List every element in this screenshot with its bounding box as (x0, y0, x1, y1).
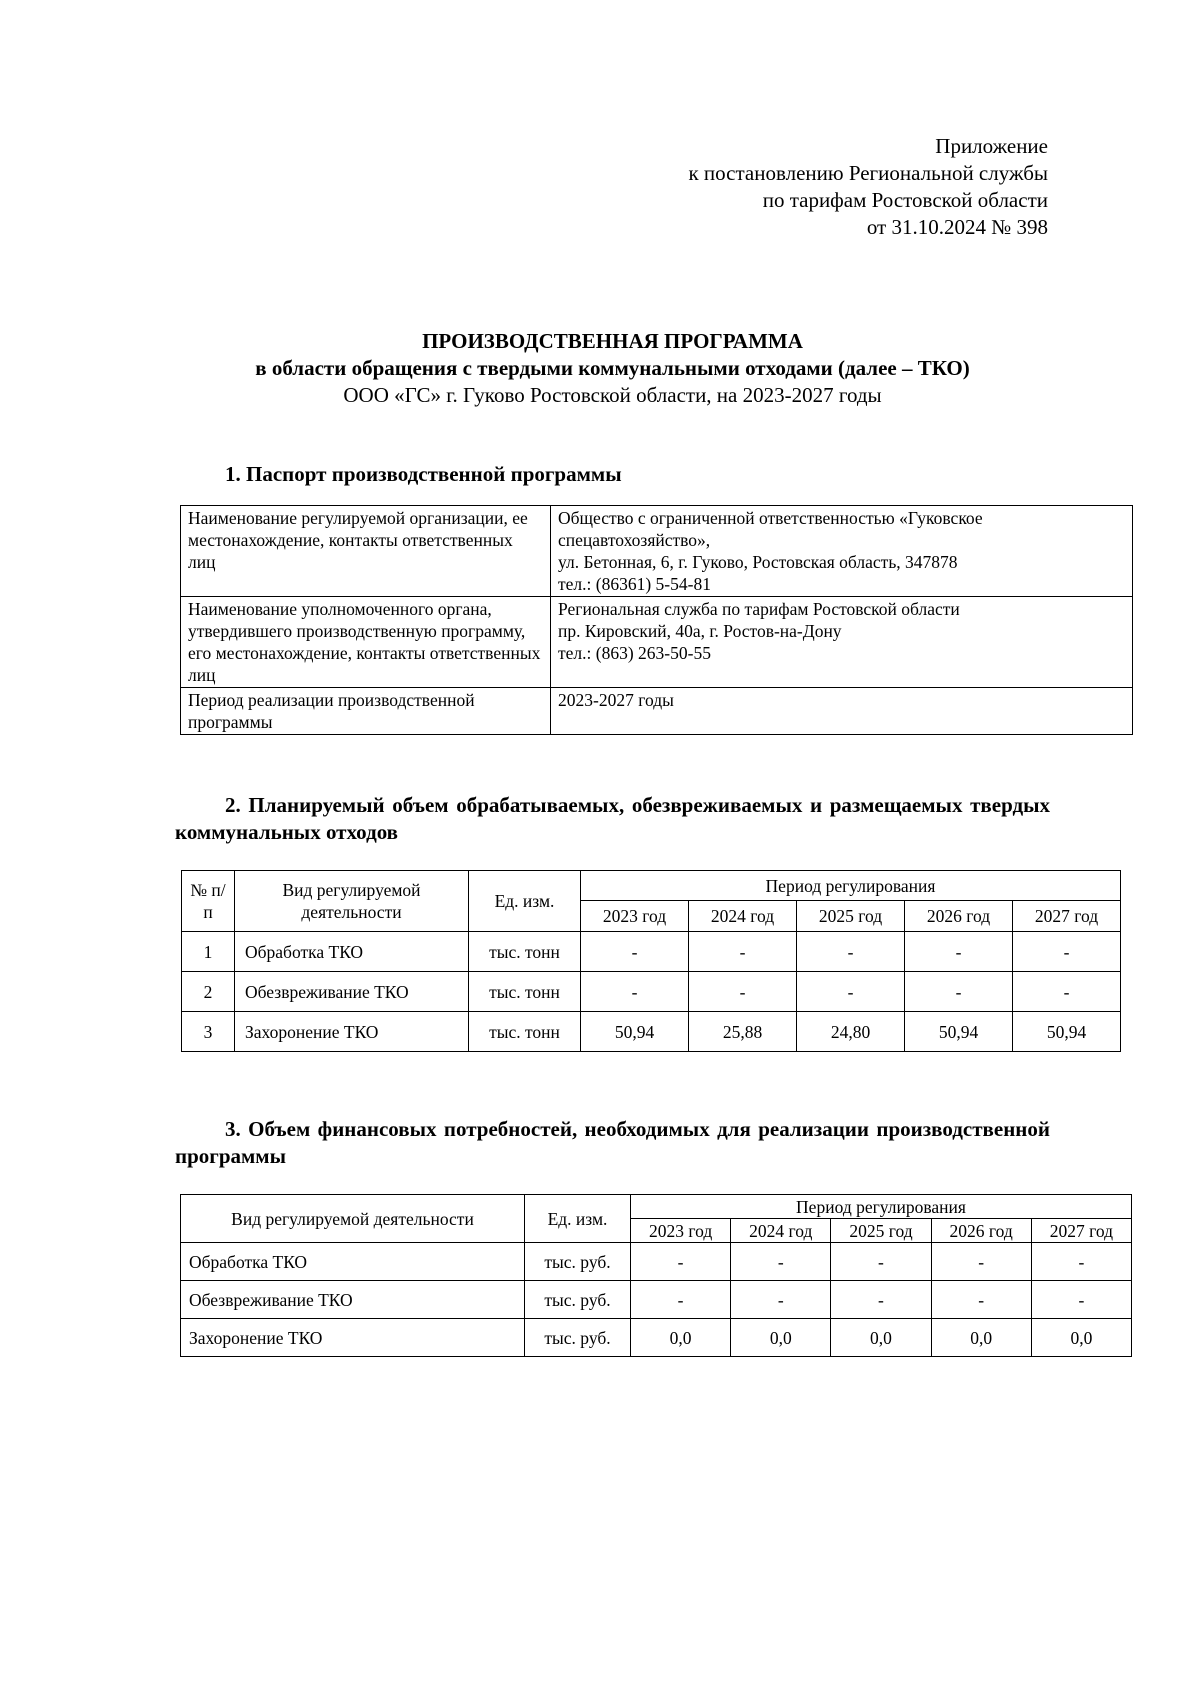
col-unit-header: Ед. изм. (525, 1195, 631, 1243)
year-header: 2025 год (831, 1219, 931, 1243)
row-activity: Обезвреживание ТКО (181, 1281, 525, 1319)
row-value: 50,94 (1013, 1012, 1121, 1052)
year-header: 2027 год (1031, 1219, 1131, 1243)
row-unit: тыс. руб. (525, 1243, 631, 1281)
row-value: - (831, 1243, 931, 1281)
appendix-line: Приложение (935, 134, 1048, 158)
value-line: пр. Кировский, 40а, г. Ростов-на-Дону (558, 621, 842, 641)
row-value: - (689, 932, 797, 972)
col-period-header: Период регулирования (631, 1195, 1132, 1219)
row-value: 0,0 (731, 1319, 831, 1357)
row-value: - (905, 932, 1013, 972)
row-value: - (797, 972, 905, 1012)
row-value: - (731, 1243, 831, 1281)
row-value: - (1013, 972, 1121, 1012)
row-unit: тыс. руб. (525, 1281, 631, 1319)
value-line: Общество с ограниченной ответственностью «Гуковское спецавтохозяйство», (558, 508, 983, 550)
value-line: 2023-2027 годы (558, 690, 674, 710)
section1-heading: 1. Паспорт производственной программы (225, 462, 622, 486)
row-value: - (905, 972, 1013, 1012)
row-num: 3 (182, 1012, 235, 1052)
year-header: 2027 год (1013, 901, 1121, 932)
row-value: 50,94 (905, 1012, 1013, 1052)
passport-label: Наименование уполномоченного органа, утвердившего производственную программу, его местонахождение, контакты ответственных лиц (181, 597, 551, 688)
row-value: - (831, 1281, 931, 1319)
year-header: 2023 год (581, 901, 689, 932)
row-unit: тыс. тонн (469, 932, 581, 972)
row-value: - (797, 932, 905, 972)
passport-label: Период реализации производственной программы (181, 688, 551, 735)
table-row (181, 506, 1133, 597)
appendix-block (528, 133, 1048, 241)
table-row (181, 1281, 1132, 1319)
year-header: 2026 год (905, 901, 1013, 932)
row-value: - (581, 932, 689, 972)
title-line: ПРОИЗВОДСТВЕННАЯ ПРОГРАММА (422, 329, 803, 353)
value-line: тел.: (863) 263-50-55 (558, 643, 711, 663)
value-line: ул. Бетонная, 6, г. Гуково, Ростовская область, 347878 (558, 552, 958, 572)
value-line: Региональная служба по тарифам Ростовской области (558, 599, 960, 619)
table-row (181, 688, 1133, 735)
table-row (181, 1319, 1132, 1357)
passport-value (551, 597, 1133, 688)
col-activity-header: Вид регулируемой деятельности (235, 871, 469, 932)
header-row (181, 1195, 1132, 1219)
passport-table (180, 505, 1133, 735)
header-row (182, 871, 1121, 901)
row-value: - (931, 1243, 1031, 1281)
col-activity-header: Вид регулируемой деятельности (181, 1195, 525, 1243)
row-unit: тыс. тонн (469, 1012, 581, 1052)
section2-heading: 2. Планируемый объем обрабатываемых, обезвреживаемых и размещаемых твердых коммунальных отходов (175, 793, 1050, 844)
passport-label: Наименование регулируемой организации, ее местонахождение, контакты ответственных лиц (181, 506, 551, 597)
row-value: 0,0 (831, 1319, 931, 1357)
table-row (181, 1243, 1132, 1281)
year-header: 2023 год (631, 1219, 731, 1243)
finance-table (180, 1194, 1132, 1357)
row-value: 0,0 (1031, 1319, 1131, 1357)
appendix-line: от 31.10.2024 № 398 (866, 215, 1048, 239)
appendix-line: по тарифам Ростовской области (762, 188, 1048, 212)
row-num: 1 (182, 932, 235, 972)
row-value: - (631, 1281, 731, 1319)
row-value: - (1031, 1281, 1131, 1319)
row-value: 25,88 (689, 1012, 797, 1052)
year-header: 2025 год (797, 901, 905, 932)
title-line: ООО «ГС» г. Гуково Ростовской области, на 2023-2027 годы (343, 383, 882, 407)
row-value: 0,0 (631, 1319, 731, 1357)
table-row (182, 1012, 1121, 1052)
row-activity: Обезвреживание ТКО (235, 972, 469, 1012)
row-value: - (581, 972, 689, 1012)
row-value: 24,80 (797, 1012, 905, 1052)
row-value: - (1031, 1243, 1131, 1281)
section3-heading: 3. Объем финансовых потребностей, необходимых для реализации производственной программы (175, 1117, 1050, 1168)
table-row (182, 932, 1121, 972)
row-activity: Обработка ТКО (181, 1243, 525, 1281)
year-header: 2024 год (731, 1219, 831, 1243)
row-value: - (931, 1281, 1031, 1319)
passport-value (551, 506, 1133, 597)
row-value: - (731, 1281, 831, 1319)
col-period-header: Период регулирования (581, 871, 1121, 901)
document-title (175, 328, 1050, 409)
col-unit-header: Ед. изм. (469, 871, 581, 932)
col-num-header: № п/п (182, 871, 235, 932)
row-num: 2 (182, 972, 235, 1012)
row-value: - (1013, 932, 1121, 972)
volume-table (181, 870, 1121, 1052)
table-row (182, 972, 1121, 1012)
year-header: 2024 год (689, 901, 797, 932)
year-header: 2026 год (931, 1219, 1031, 1243)
row-unit: тыс. тонн (469, 972, 581, 1012)
appendix-line: к постановлению Региональной службы (688, 161, 1048, 185)
row-value: 0,0 (931, 1319, 1031, 1357)
table-row (181, 597, 1133, 688)
row-activity: Обработка ТКО (235, 932, 469, 972)
row-activity: Захоронение ТКО (181, 1319, 525, 1357)
row-value: - (631, 1243, 731, 1281)
row-activity: Захоронение ТКО (235, 1012, 469, 1052)
row-value: 50,94 (581, 1012, 689, 1052)
passport-value (551, 688, 1133, 735)
row-unit: тыс. руб. (525, 1319, 631, 1357)
title-line: в области обращения с твердыми коммунальными отходами (далее – ТКО) (255, 356, 970, 380)
row-value: - (689, 972, 797, 1012)
value-line: тел.: (86361) 5-54-81 (558, 574, 711, 594)
